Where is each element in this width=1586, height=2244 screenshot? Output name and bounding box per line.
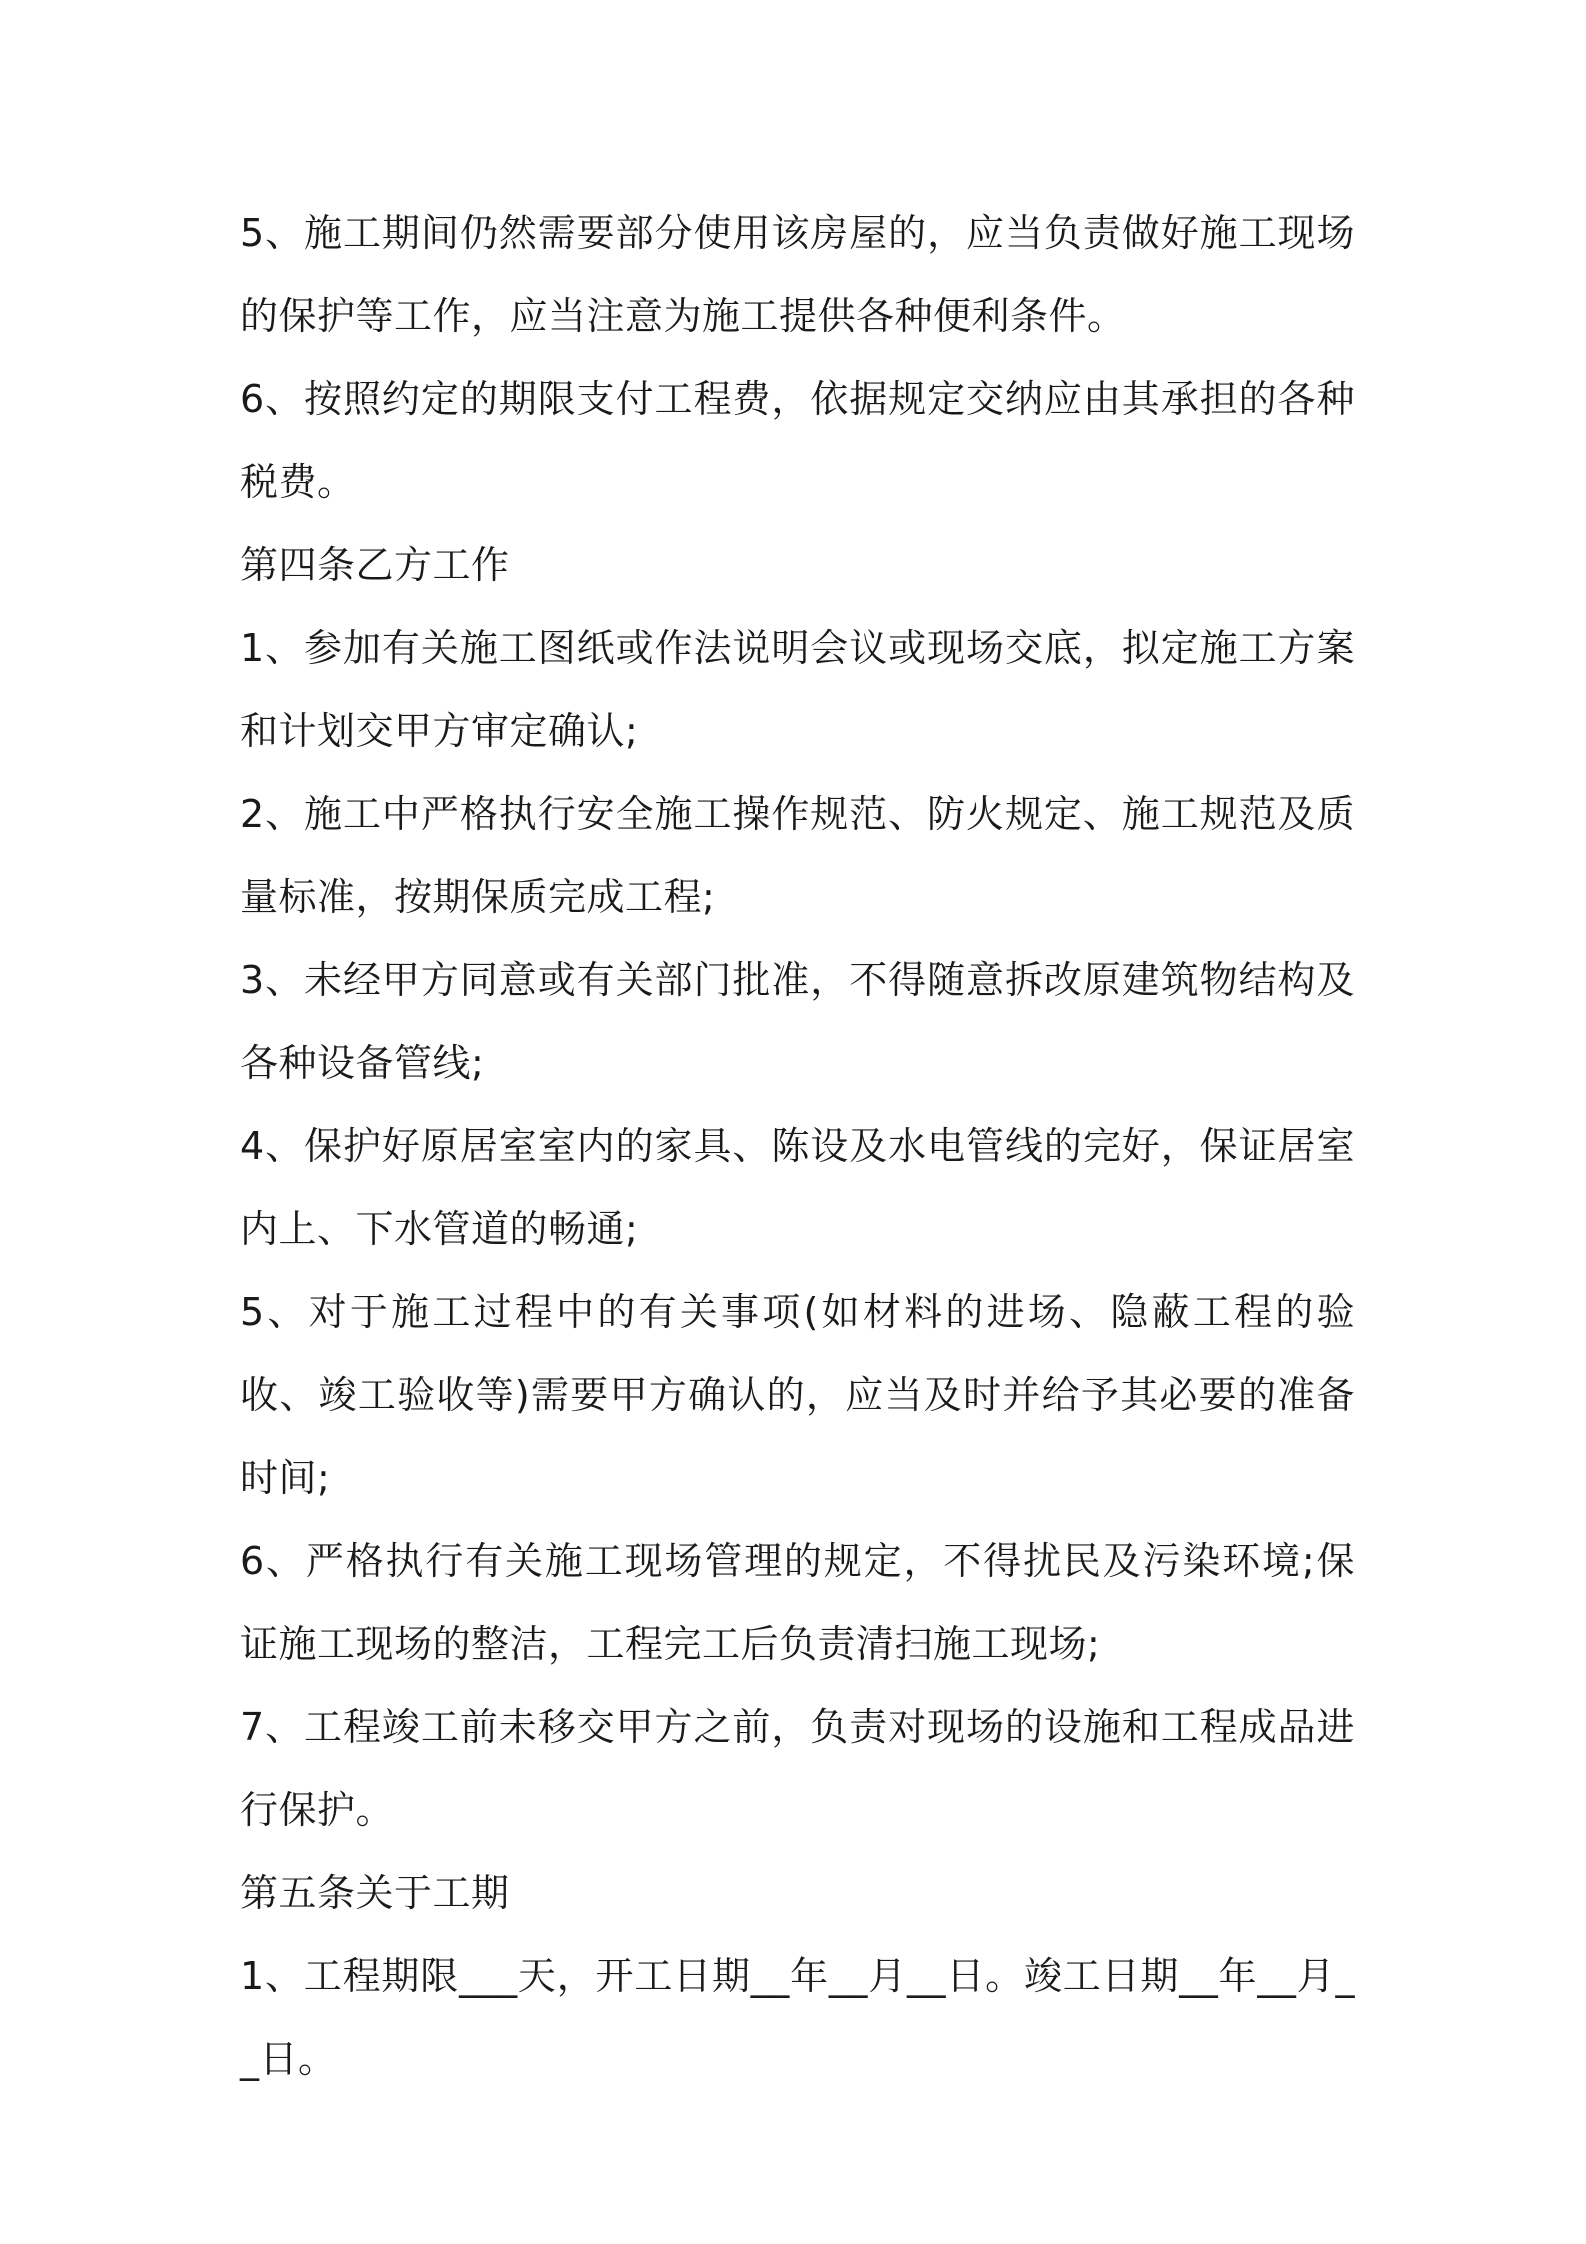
paragraph-contractor-duty-7: 7、工程竣工前未移交甲方之前，负责对现场的设施和工程成品进行保护。	[240, 1705, 1355, 1832]
paragraph-contractor-duty-3: 3、未经甲方同意或有关部门批准，不得随意拆改原建筑物结构及各种设备管线;	[240, 958, 1355, 1085]
paragraph-contractor-duty-1: 1、参加有关施工图纸或作法说明会议或现场交底，拟定施工方案和计划交甲方审定确认;	[240, 626, 1355, 753]
paragraph-contractor-duty-2: 2、施工中严格执行安全施工操作规范、防火规定、施工规范及质量标准，按期保质完成工程;	[240, 792, 1355, 919]
section-heading-article-5: 第五条关于工期	[240, 1871, 510, 1915]
paragraph-contractor-duty-4: 4、保护好原居室室内的家具、陈设及水电管线的完好，保证居室内上、下水管道的畅通;	[240, 1124, 1355, 1251]
section-heading-article-4: 第四条乙方工作	[240, 543, 510, 587]
paragraph-contractor-duty-6: 6、严格执行有关施工现场管理的规定，不得扰民及污染环境;保证施工现场的整洁，工程完工后负责清扫施工现场;	[240, 1539, 1355, 1666]
paragraph-contractor-duty-5: 5、对于施工过程中的有关事项(如材料的进场、隐蔽工程的验收、竣工验收等)需要甲方确认的，应当及时并给予其必要的准备时间;	[240, 1290, 1355, 1500]
paragraph-schedule-1: 1、工程期限___天，开工日期__年__月__日。竣工日期__年__月__日。	[240, 1954, 1355, 2081]
paragraph-owner-duty-6: 6、按照约定的期限支付工程费，依据规定交纳应由其承担的各种税费。	[240, 377, 1355, 504]
document-body	[240, 192, 1355, 2101]
paragraph-owner-duty-5: 5、施工期间仍然需要部分使用该房屋的，应当负责做好施工现场的保护等工作，应当注意为施工提供各种便利条件。	[240, 211, 1355, 338]
